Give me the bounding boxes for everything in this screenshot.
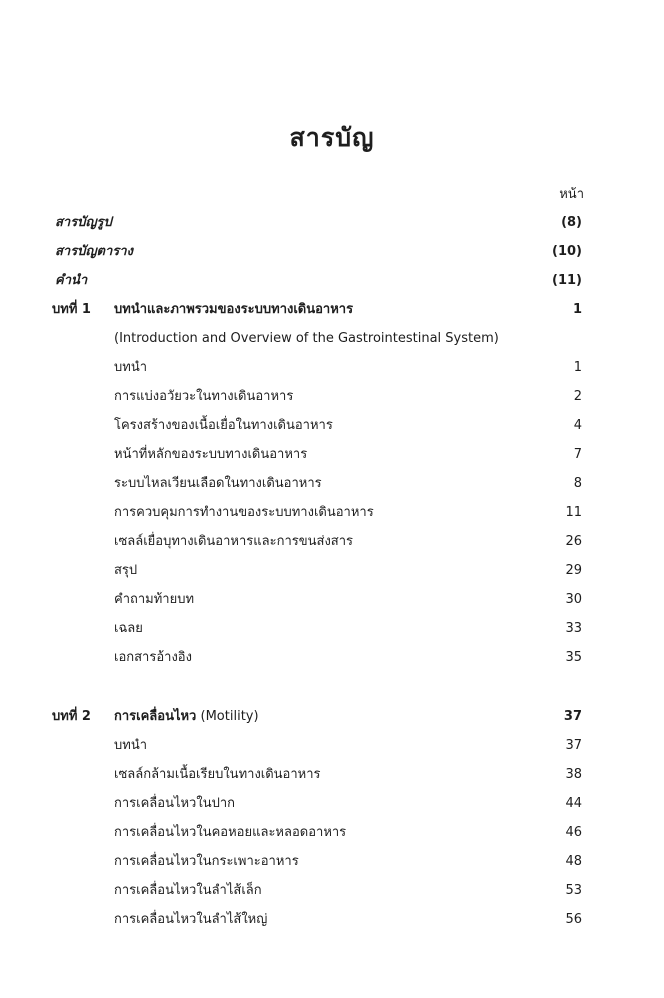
toc-entry-label: ระบบไหลเวียนเลือดในทางเดินอาหาร [114,476,322,491]
toc-entry-page: 48 [565,854,582,869]
chapter-subtitle: (Introduction and Overview of the Gastrointestinal System) [114,331,499,346]
toc-entry-page: 11 [565,505,582,520]
chapter-number: บทที่ 2 [52,709,91,724]
toc-entry-label: หน้าที่หลักของระบบทางเดินอาหาร [114,447,308,462]
toc-entry-page: 37 [565,738,582,753]
toc-entry-page: 46 [565,825,582,840]
toc-entry-label: การเคลื่อนไหวในกระเพาะอาหาร [114,854,299,869]
toc-entry-page: 8 [573,476,582,491]
toc-entry-label: โครงสร้างของเนื้อเยื่อในทางเดินอาหาร [114,418,333,433]
toc-section-entry[interactable] [0,880,664,902]
toc-entry-label: สารบัญตาราง [55,244,133,259]
toc-chapter-1[interactable] [0,299,664,321]
toc-section-entry[interactable] [0,822,664,844]
toc-entry-label: การเคลื่อนไหวในปาก [114,796,236,811]
toc-entry-page: 35 [565,650,582,665]
toc-entry-label: เซลล์กล้ามเนื้อเรียบในทางเดินอาหาร [114,767,321,782]
toc-entry-page: 2 [573,389,582,404]
chapter-subtitle-row [0,328,664,350]
toc-entry-page: 53 [565,883,582,898]
toc-section-entry[interactable] [0,589,664,611]
toc-entry-page: 37 [563,709,582,724]
chapter-title: บทนำและภาพรวมของระบบทางเดินอาหาร [114,302,354,317]
page-title: สารบัญ [289,123,375,152]
toc-entry-page: 56 [565,912,582,927]
toc-entry-label: เซลล์เยื่อบุทางเดินอาหารและการขนส่งสาร [114,534,354,549]
toc-entry-page: 1 [572,302,582,317]
toc-entry-label: การเคลื่อนไหวในคอหอยและหลอดอาหาร [114,825,347,840]
toc-section-entry[interactable] [0,386,664,408]
toc-section-entry[interactable] [0,647,664,669]
toc-entry-label: คำถามท้ายบท [114,592,195,607]
toc-entry-page: 4 [573,418,582,433]
toc-entry-page: (8) [561,215,582,230]
toc-section-entry[interactable] [0,618,664,640]
toc-entry-page: 33 [565,621,582,636]
toc-entry-page: 1 [573,360,582,375]
toc-section-entry[interactable] [0,531,664,553]
toc-section-entry[interactable] [0,793,664,815]
toc-entry-label: เฉลย [114,621,143,636]
toc-section-entry[interactable] [0,851,664,873]
toc-entry-label: บทนำ [114,738,148,753]
toc-front-entry[interactable] [0,212,664,234]
toc-entry-page: 44 [565,796,582,811]
toc-entry-page: 29 [565,563,582,578]
chapter-title-en: (Motility) [200,709,259,724]
toc-section-entry[interactable] [0,909,664,931]
toc-entry-page: (10) [552,244,582,259]
toc-entry-page: (11) [552,273,582,288]
toc-entry-label: การเคลื่อนไหวในลำไส้ใหญ่ [114,912,268,927]
chapter-title: การเคลื่อนไหว [114,709,197,724]
toc-entry-page: 38 [565,767,582,782]
toc-entry-label: สารบัญรูป [55,215,112,230]
toc-section-entry[interactable] [0,764,664,786]
toc-chapter-2[interactable] [0,706,664,728]
toc-entry-label: การควบคุมการทำงานของระบบทางเดินอาหาร [114,505,374,520]
toc-section-entry[interactable] [0,560,664,582]
toc-section-entry[interactable] [0,415,664,437]
page-column-header: หน้า [559,187,584,202]
toc-section-entry[interactable] [0,357,664,379]
toc-entry-label: บทนำ [114,360,148,375]
toc-section-entry[interactable] [0,502,664,524]
toc-entry-page: 30 [565,592,582,607]
toc-section-entry[interactable] [0,473,664,495]
toc-entry-page: 26 [565,534,582,549]
toc-entry-label: การแบ่งอวัยวะในทางเดินอาหาร [114,389,294,404]
toc-entry-label: การเคลื่อนไหวในลำไส้เล็ก [114,883,262,898]
toc-entry-label: เอกสารอ้างอิง [114,650,192,665]
chapter-title-group [114,706,259,728]
toc-entry-label: คำนำ [55,273,88,288]
toc-section-entry[interactable] [0,444,664,466]
toc-entry-label: สรุป [114,563,138,578]
toc-section-entry[interactable] [0,735,664,757]
toc-entry-page: 7 [573,447,582,462]
chapter-number: บทที่ 1 [52,302,91,317]
toc-front-entry[interactable] [0,241,664,263]
toc-front-entry[interactable] [0,270,664,292]
